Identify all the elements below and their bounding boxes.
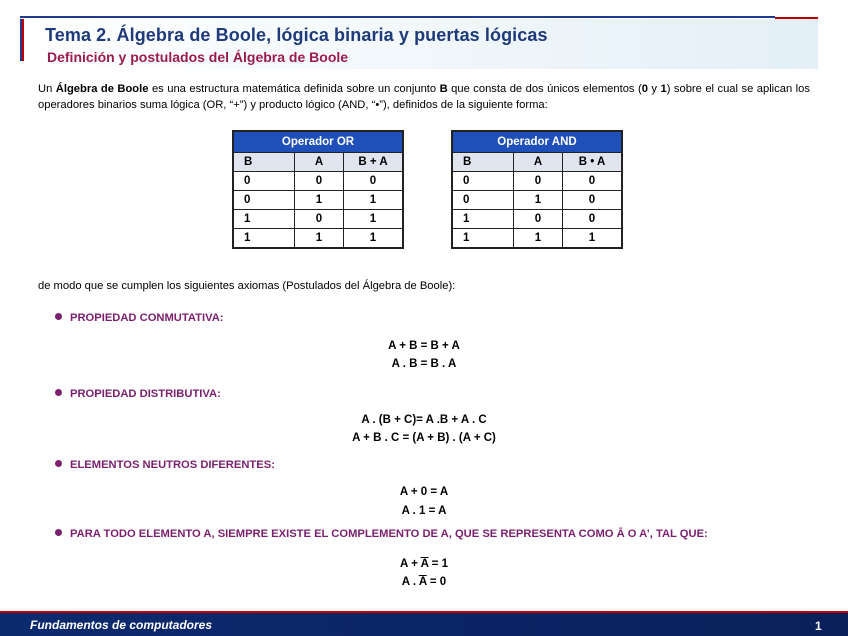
equation: A . 1 = A — [401, 505, 447, 517]
table-row — [452, 172, 622, 191]
equation: A + B . C = (A + B) . (A + C) — [352, 432, 496, 444]
table-cell: 0 — [514, 210, 563, 229]
slide-subtitle: Definición y postulados del Álgebra de Boole — [47, 49, 349, 65]
table-cell: 1 — [233, 229, 295, 249]
header-left-rule-accent — [22, 19, 24, 61]
table-cell: 1 — [514, 229, 563, 249]
table-row — [233, 191, 403, 210]
table-cell: 0 — [452, 172, 514, 191]
equation: A . $\overline{A} = 0$ — [401, 576, 447, 588]
column-header: B + A — [344, 153, 404, 172]
bullet-icon — [55, 389, 62, 396]
table-cell: 0 — [233, 172, 295, 191]
table-cell: 0 — [514, 172, 563, 191]
table-cell: 1 — [295, 191, 344, 210]
table-cell: 0 — [233, 191, 295, 210]
table-title: Operador AND — [452, 131, 622, 153]
table-cell: 0 — [295, 210, 344, 229]
table-cell: 1 — [344, 210, 404, 229]
table-cell: 1 — [295, 229, 344, 249]
bullet-icon — [55, 529, 62, 536]
bullet-icon — [55, 313, 62, 320]
table-row — [452, 229, 622, 249]
equation: A . B = B . A — [391, 358, 457, 370]
table-row — [452, 210, 622, 229]
table-cell: 0 — [344, 172, 404, 191]
table-cell: 1 — [514, 191, 563, 210]
table-row — [233, 172, 403, 191]
column-header: A — [295, 153, 344, 172]
equation: A + 0 = A — [399, 486, 449, 498]
property-complement: PARA TODO ELEMENTO A, SIEMPRE EXISTE EL COMPLEMENTO DE A, QUE SE REPRESENTA COMO Ā O A’, TAL QUE: — [55, 528, 708, 540]
footer-course-label: Fundamentos de computadores — [30, 618, 213, 632]
column-header: B — [233, 153, 295, 172]
intro-paragraph: Un Álgebra de Boole es una estructura matemática definida sobre un conjunto B que consta de dos únicos elementos (0 y 1) sobre el cual se aplican los operadores binarios suma lógica (OR, “+”) y producto lógico (AND, “•”), definidos de la siguiente forma: — [38, 83, 810, 111]
equation: $A + \overline{A} = 1$ — [400, 558, 448, 570]
or-truth-table — [232, 130, 404, 249]
table-cell: 0 — [295, 172, 344, 191]
table-cell: 0 — [563, 210, 623, 229]
property-neutral-elements: ELEMENTOS NEUTROS DIFERENTES: — [55, 459, 275, 471]
table-row — [233, 229, 403, 249]
property-distributive: PROPIEDAD DISTRIBUTIVA: — [55, 388, 221, 400]
table-cell: 1 — [452, 210, 514, 229]
table-title: Operador OR — [233, 131, 403, 153]
table-cell: 0 — [563, 191, 623, 210]
property-commutative: PROPIEDAD CONMUTATIVA: — [55, 312, 224, 324]
table-row — [452, 191, 622, 210]
equation: A + B = B + A — [388, 340, 460, 352]
table-cell: 1 — [563, 229, 623, 249]
column-header: A — [514, 153, 563, 172]
equation: A . (B + C)= A .B + A . C — [361, 414, 487, 426]
header-top-rule — [20, 16, 775, 18]
and-truth-table — [451, 130, 623, 249]
table-cell: 0 — [452, 191, 514, 210]
axioms-intro: de modo que se cumplen los siguientes axiomas (Postulados del Álgebra de Boole): — [38, 280, 456, 292]
table-row — [233, 210, 403, 229]
header-top-rule-accent — [775, 17, 818, 19]
table-cell: 1 — [344, 229, 404, 249]
column-header: B • A — [563, 153, 623, 172]
table-cell: 1 — [452, 229, 514, 249]
slide-title: Tema 2. Álgebra de Boole, lógica binaria y puertas lógicas — [45, 25, 548, 45]
table-cell: 1 — [233, 210, 295, 229]
page-number: 1 — [815, 619, 822, 633]
table-cell: 1 — [344, 191, 404, 210]
bullet-icon — [55, 460, 62, 467]
table-cell: 0 — [563, 172, 623, 191]
column-header: B — [452, 153, 514, 172]
